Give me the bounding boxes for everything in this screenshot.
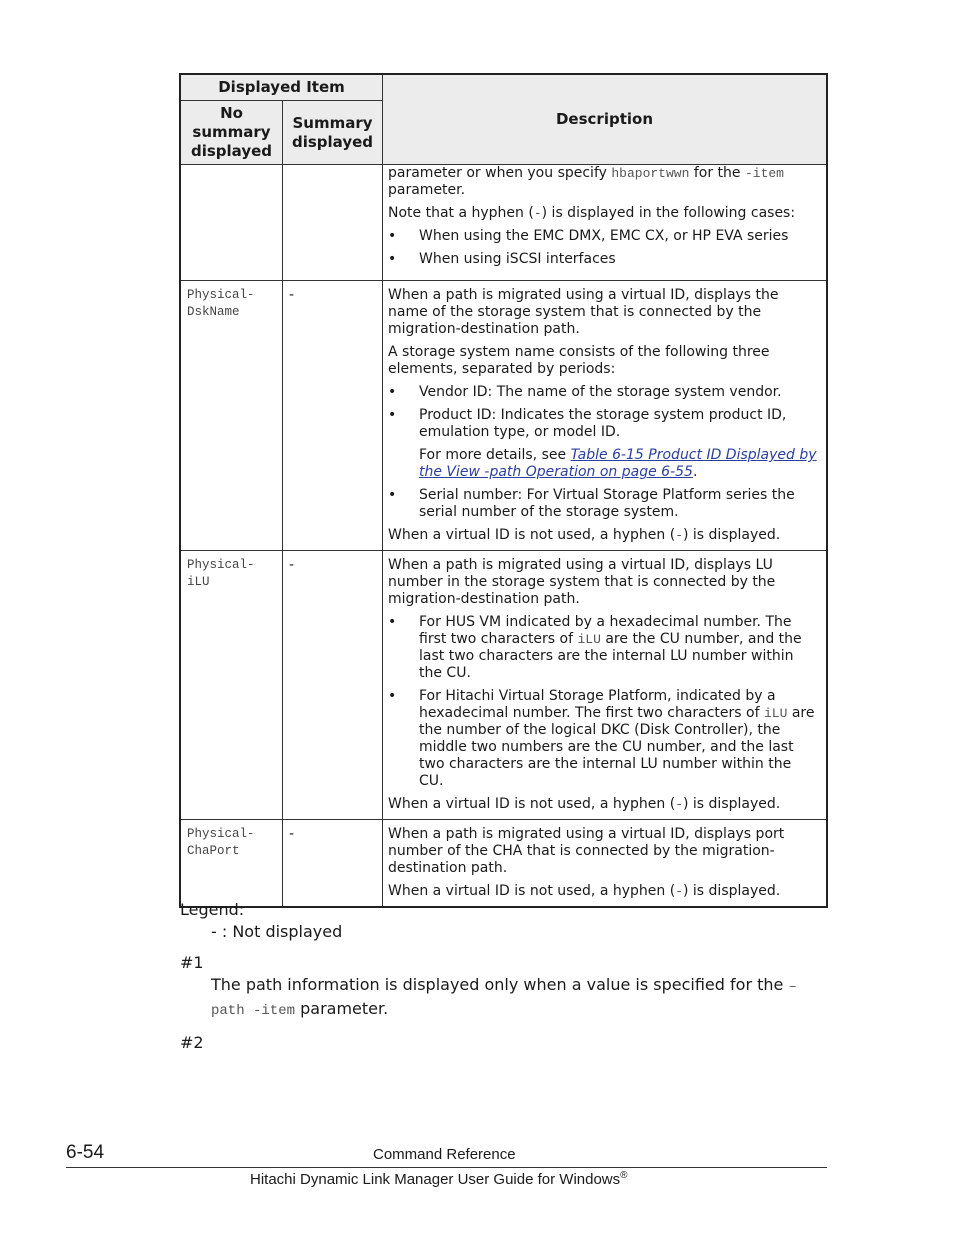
- table-row: [180, 551, 827, 820]
- section-title: Command Reference: [373, 1146, 516, 1163]
- summary-cell: [283, 165, 383, 281]
- displayed-items-table: [179, 73, 828, 908]
- header-no-summary: No summary displayed: [180, 101, 283, 165]
- note-2-label: #2: [180, 1033, 204, 1052]
- table-row: [180, 820, 827, 908]
- note-1-text: The path information is displayed only when a value is specified for the –path -item parameter.: [211, 975, 797, 1019]
- page-number: 6-54: [66, 1142, 105, 1163]
- item-cell: Physical-ChaPort: [180, 820, 283, 908]
- header-description: Description: [383, 74, 828, 165]
- summary-cell: -: [283, 281, 383, 551]
- list-item: • Vendor ID: The name of the storage system vendor.: [388, 384, 820, 401]
- table-row: [180, 281, 827, 551]
- item-cell: [180, 165, 283, 281]
- list-item: • When using iSCSI interfaces: [388, 251, 820, 268]
- description-cell: parameter or when you specify hbaportwwn for the -item parameter. Note that a hyphen (-) is displayed in the following cases: • When using the EMC DMX, EMC CX, or HP EVA series • When using iSCSI interfaces: [383, 165, 828, 281]
- table-row: [180, 165, 827, 281]
- list-item: • Serial number: For Virtual Storage Platform series the serial number of the storage system.: [388, 487, 820, 521]
- product-id-table-link[interactable]: Table 6-15 Product ID Displayed by the View -path Operation on page 6-55: [419, 447, 817, 480]
- guide-title: Hitachi Dynamic Link Manager User Guide for Windows®: [250, 1170, 628, 1188]
- footer-divider: [66, 1167, 827, 1168]
- description-cell: When a path is migrated using a virtual ID, displays LU number in the storage system that is connected by the migration-destination path. • For HUS VM indicated by a hexadecimal number. The first two characters of iLU are the CU number, and the last two characters are the internal LU number within the CU. • For Hitachi Virtual Storage Platform, indicated by a hexadecimal number. The first two characters of iLU are the number of the logical DKC (Disk Controller), the middle two numbers are the CU number, and the last two characters are the internal LU number within the CU. When a virtual ID is not used, a hyphen (-) is displayed.: [383, 551, 828, 820]
- description-cell: When a path is migrated using a virtual ID, displays the name of the storage system that is connected by the migration-destination path. A storage system name consists of the following three elements, separated by periods: • Vendor ID: The name of the storage system vendor. • Product ID: Indicates the storage system product ID, emulation type, or model ID. For more details, see Table 6-15 Product ID Displayed by the View -path Operation on page 6-55. • Serial number: For Virtual Storage Platform series the serial number of the storage system. When a virtual ID is not used, a hyphen (-) is displayed.: [383, 281, 828, 551]
- note-1-label: #1: [180, 953, 204, 972]
- header-displayed-item: Displayed Item: [180, 74, 383, 101]
- description-cell: When a path is migrated using a virtual ID, displays port number of the CHA that is connected by the migration-destination path. When a virtual ID is not used, a hyphen (-) is displayed.: [383, 820, 828, 908]
- summary-cell: -: [283, 551, 383, 820]
- legend-title: Legend:: [180, 900, 245, 919]
- list-item: • For HUS VM indicated by a hexadecimal number. The first two characters of iLU are the CU number, and the last two characters are the internal LU number within the CU.: [388, 614, 820, 682]
- legend: [180, 899, 820, 1054]
- list-item: • For Hitachi Virtual Storage Platform, indicated by a hexadecimal number. The first two characters of iLU are the number of the logical DKC (Disk Controller), the middle two numbers are the CU number, and the last two characters are the internal LU number within the CU.: [388, 688, 820, 790]
- item-cell: Physical-DskName: [180, 281, 283, 551]
- legend-item: - : Not displayed: [211, 922, 343, 941]
- list-item: • Product ID: Indicates the storage system product ID, emulation type, or model ID.: [388, 407, 820, 441]
- item-cell: Physical-iLU: [180, 551, 283, 820]
- header-summary: Summary displayed: [283, 101, 383, 165]
- summary-cell: -: [283, 820, 383, 908]
- list-item: • When using the EMC DMX, EMC CX, or HP EVA series: [388, 228, 820, 245]
